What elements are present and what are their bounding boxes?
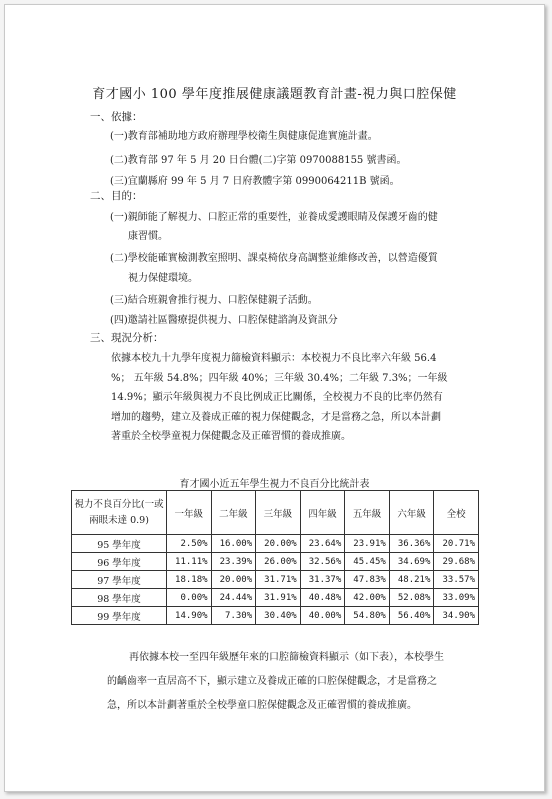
table-cell: 33.57% (434, 571, 479, 589)
table-cell: 18.18% (167, 571, 212, 589)
table-cell: 14.90% (167, 607, 212, 625)
table-cell: 54.80% (345, 607, 390, 625)
status-line: 14.9%；顯示年級與視力不良比例成正比關係，全校視力不良的比率仍然有 (111, 392, 443, 403)
table-header-row (72, 491, 479, 535)
goal-item: (四)邀請社區醫療提供視力、口腔保健諮詢及資訊分 (110, 315, 338, 326)
table-row (72, 553, 479, 571)
table-header-label: 視力不良百分比(一或 兩眼未達 0.9) (72, 491, 167, 535)
status-line: %； 五年級 54.8%；四年級 40%；三年級 30.4%；二年級 7.3%；一年級 (111, 372, 448, 384)
table-row (72, 535, 479, 553)
column-header: 六年級 (389, 491, 434, 535)
status-line: 依據本校九十九學年度視力篩檢資料顯示：本校視力不良比率六年級 56.4 (111, 353, 437, 364)
table-row (72, 571, 479, 589)
column-header: 四年級 (300, 491, 345, 535)
section-goals-heading: 二、目的： (90, 190, 143, 202)
goal-item: (一)親師能了解視力、口腔正常的重要性，並養成愛護眼睛及保護牙齒的健 (110, 212, 438, 223)
goal-item: (二)學校能確實檢測教室照明、課桌椅依身高調整並維修改善，以營造優質 (110, 253, 438, 264)
row-label: 98 學年度 (72, 589, 167, 607)
vision-stats-table (71, 490, 479, 625)
section-status-heading: 三、現況分析： (90, 332, 164, 344)
table-row (72, 607, 479, 625)
goal-item-continued: 康習慣。 (128, 231, 168, 242)
column-header: 全校 (434, 491, 479, 535)
section-basis-heading: 一、依據： (90, 111, 143, 123)
document-page (4, 4, 545, 792)
row-label: 99 學年度 (72, 607, 167, 625)
table-cell: 16.00% (211, 535, 256, 553)
table-cell: 42.00% (345, 589, 390, 607)
closing-line: 的齲齒率一直居高不下，顯示建立及養成正確的口腔保健觀念，才是當務之 (107, 676, 437, 687)
table-cell: 0.00% (167, 589, 212, 607)
document-title: 育才國小 100 學年度推展健康議題教育計畫-視力與口腔保健 (92, 87, 457, 102)
status-line: 著重於全校學童視力保健觀念及正確習慣的養成推廣。 (111, 431, 351, 442)
basis-item: (二)教育部 97 年 5 月 20 日台體(二)字第 0970088155 號書函。 (110, 155, 407, 166)
basis-item: (三)宜蘭縣府 99 年 5 月 7 日府教體字第 0990064211B 號函。 (110, 176, 400, 187)
table-cell: 48.21% (389, 571, 434, 589)
row-label: 95 學年度 (72, 535, 167, 553)
closing-line: 急，所以本計劃著重於全校學童口腔保健觀念及正確習慣的養成推廣。 (107, 700, 417, 711)
basis-item: (一)教育部補助地方政府辦理學校衛生與健康促進實施計畫。 (110, 131, 378, 142)
table-cell: 2.50% (167, 535, 212, 553)
status-line: 增加的趨勢，建立及養成正確的視力保健觀念，才是當務之急，所以本計劃 (111, 411, 441, 423)
row-label: 97 學年度 (72, 571, 167, 589)
table-cell: 29.68% (434, 553, 479, 571)
status-paragraph (109, 349, 495, 447)
goal-item: (三)結合班親會推行視力、口腔保健親子活動。 (110, 295, 318, 306)
table-cell: 40.48% (300, 589, 345, 607)
table-cell: 52.08% (389, 589, 434, 607)
table-cell: 34.90% (434, 607, 479, 625)
table-cell: 47.83% (345, 571, 390, 589)
closing-paragraph (107, 646, 487, 718)
table-cell: 33.09% (434, 589, 479, 607)
table-cell: 20.00% (256, 535, 301, 553)
table-cell: 30.40% (256, 607, 301, 625)
table-cell: 20.00% (211, 571, 256, 589)
table-cell: 24.44% (211, 589, 256, 607)
table-cell: 45.45% (345, 553, 390, 571)
table-cell: 40.00% (300, 607, 345, 625)
column-header: 五年級 (345, 491, 390, 535)
table-row (72, 589, 479, 607)
table-cell: 36.36% (389, 535, 434, 553)
column-header: 二年級 (211, 491, 256, 535)
table-title: 育才國小近五年學生視力不良百分比統計表 (179, 479, 370, 490)
table-cell: 34.69% (389, 553, 434, 571)
table-cell: 31.37% (300, 571, 345, 589)
table-cell: 31.91% (256, 589, 301, 607)
table-cell: 31.71% (256, 571, 301, 589)
goal-item-continued: 視力保健環境。 (128, 273, 198, 284)
table-cell: 26.00% (256, 553, 301, 571)
table-cell: 23.91% (345, 535, 390, 553)
table-cell: 32.56% (300, 553, 345, 571)
table-cell: 20.71% (434, 535, 479, 553)
column-header: 三年級 (256, 491, 301, 535)
table-cell: 56.40% (389, 607, 434, 625)
closing-line: 再依據本校一至四年級歷年來的口腔篩檢資料顯示（如下表），本校學生 (129, 652, 444, 663)
table-cell: 11.11% (167, 553, 212, 571)
column-header: 一年級 (167, 491, 212, 535)
table-cell: 7.30% (211, 607, 256, 625)
table-cell: 23.39% (211, 553, 256, 571)
row-label: 96 學年度 (72, 553, 167, 571)
table-cell: 23.64% (300, 535, 345, 553)
